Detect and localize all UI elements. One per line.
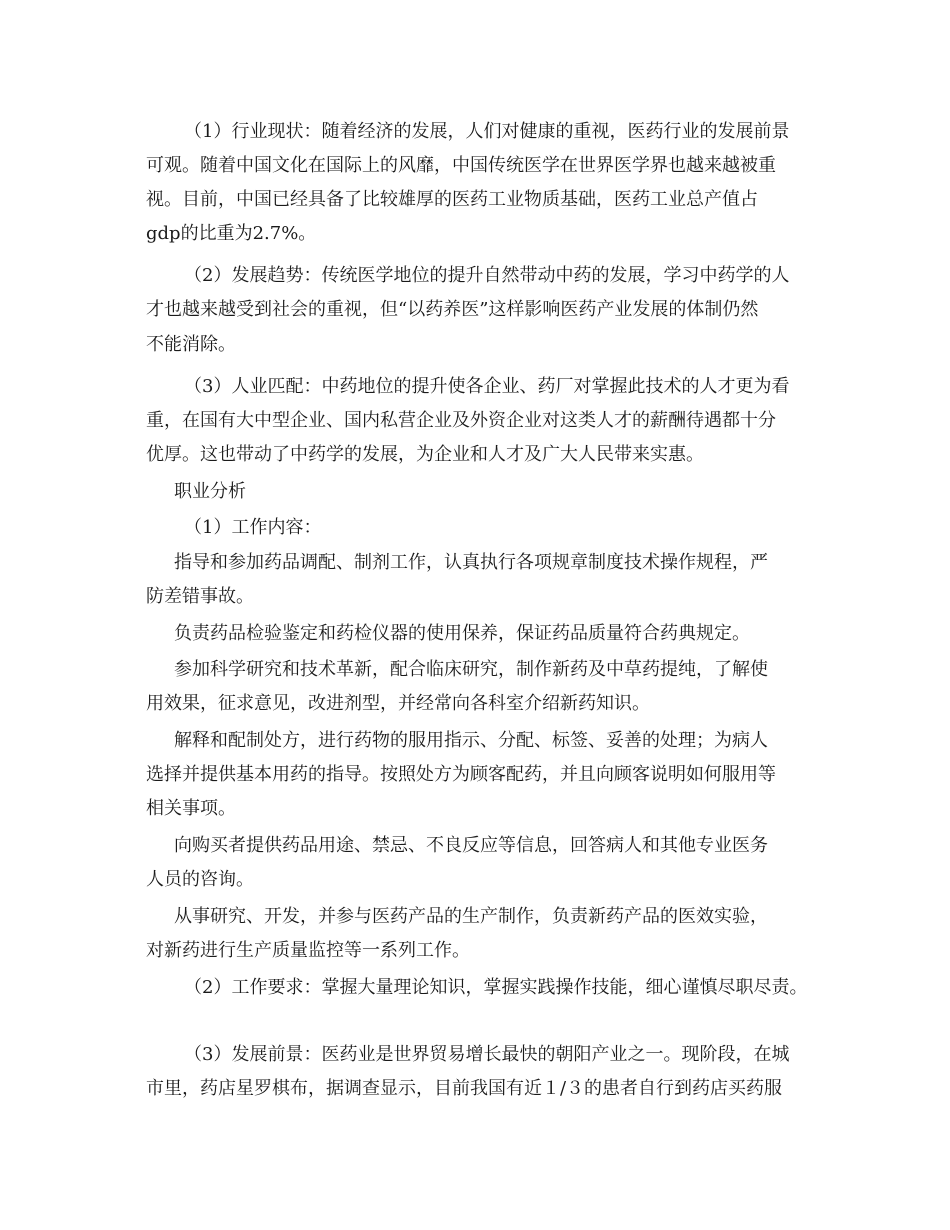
text-line: gdp的比重为2.7%。 (146, 223, 317, 244)
text-line: 防差错事故。 (146, 586, 254, 607)
text-line: 选择并提供基本用药的指导。按照处方为顾客配药，并且向顾客说明如何服用等 (146, 764, 776, 785)
text-line: 才也越来越受到社会的重视，但“以药养医”这样影响医药产业发展的体制仍然 (146, 299, 759, 320)
text-line: 用效果，征求意见，改进剂型，并经常向各科室介绍新药知识。 (146, 693, 650, 714)
text-line: （1）行业现状：随着经济的发展，人们对健康的重视，医药行业的发展前景 (184, 121, 790, 142)
text-line: （1）工作内容： (184, 517, 322, 538)
text-line: 指导和参加药品调配、制剂工作，认真执行各项规章制度技术操作规程，严 (174, 552, 768, 573)
text-line: 相关事项。 (146, 798, 236, 819)
text-line: 重，在国有大中型企业、国内私营企业及外资企业对这类人才的薪酬待遇都十分 (146, 410, 776, 431)
text-line: 可观。随着中国文化在国际上的风靡，中国传统医学在世界医学界也越来越被重 (146, 155, 776, 176)
text-line: （2）工作要求：掌握大量理论知识，掌握实践操作技能，细心谨慎尽职尽责。 (184, 977, 808, 998)
text-line: 不能消除。 (146, 334, 236, 355)
text-line: 人员的咨询。 (146, 869, 254, 890)
text-line: 从事研究、开发，并参与医药产品的生产制作，负责新药产品的医效实验， (174, 906, 768, 927)
text-line: 向购买者提供药品用途、禁忌、不良反应等信息，回答病人和其他专业医务 (174, 835, 768, 856)
text-line: 解释和配制处方，进行药物的服用指示、分配、标签、妥善的处理；为病人 (174, 730, 768, 751)
text-line: 优厚。这也带动了中药学的发展，为企业和人才及广大人民带来实惠。 (146, 444, 704, 465)
text-line: （2）发展趋势：传统医学地位的提升自然带动中药的发展，学习中药学的人 (184, 265, 790, 286)
text-line: （3）人业匹配：中药地位的提升使各企业、药厂对掌握此技术的人才更为看 (184, 376, 790, 397)
section-heading: 职业分析 (174, 481, 246, 502)
text-line: 参加科学研究和技术革新，配合临床研究，制作新药及中草药提纯，了解使 (174, 659, 768, 680)
text-line: 对新药进行生产质量监控等一系列工作。 (146, 940, 470, 961)
text-line: （3）发展前景：医药业是世界贸易增长最快的朝阳产业之一。现阶段，在城 (184, 1044, 790, 1065)
text-line: 市里，药店星罗棋布，据调查显示，目前我国有近１/３的患者自行到药店买药服 (146, 1078, 783, 1099)
text-line: 视。目前，中国已经具备了比较雄厚的医药工业物质基础，医药工业总产值占 (146, 189, 758, 210)
text-line: 负责药品检验鉴定和药检仪器的使用保养，保证药品质量符合药典规定。 (174, 623, 750, 644)
